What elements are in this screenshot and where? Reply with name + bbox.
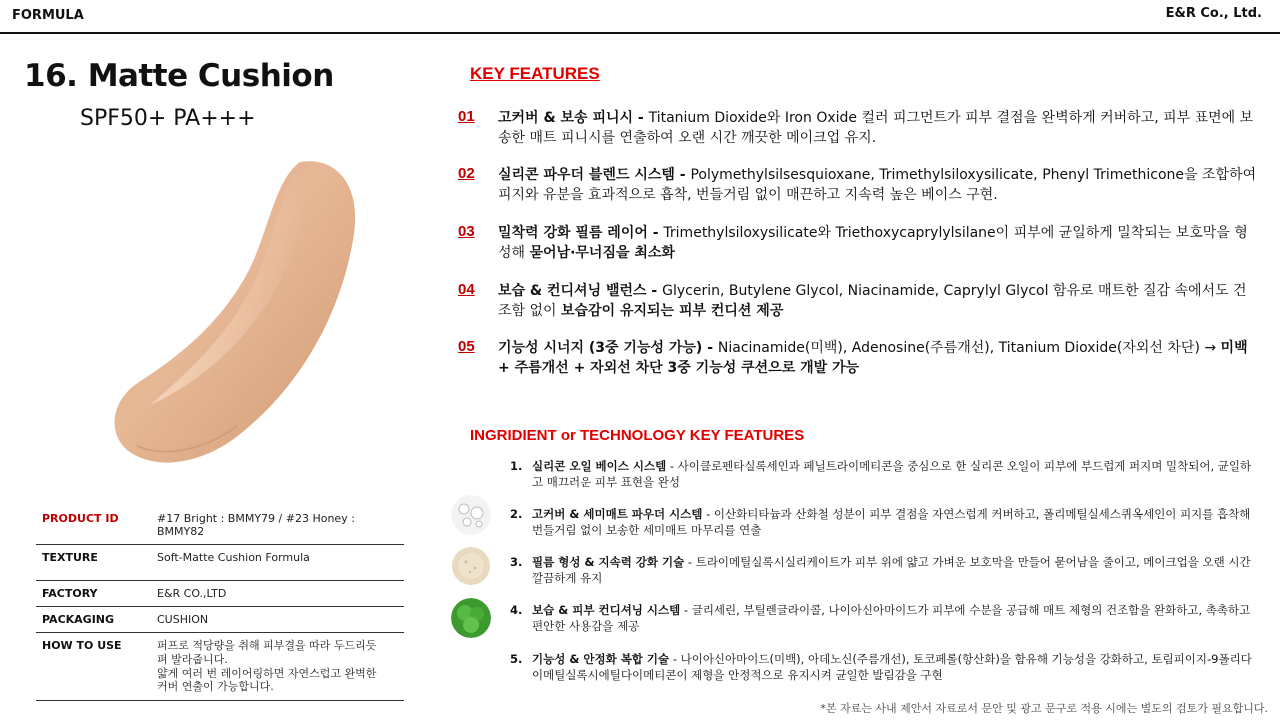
header-divider — [0, 32, 1280, 34]
ingredient-section-title: INGRIDIENT or TECHNOLOGY KEY FEATURES — [470, 427, 805, 444]
spec-table — [36, 506, 404, 701]
spec-row-factory — [36, 581, 404, 607]
ingredient-heading: 기능성 & 안정화 복합 기술 — [532, 652, 670, 666]
feature-body — [498, 338, 1258, 378]
herbal-leaf-icon — [451, 598, 491, 638]
spec-key: PRODUCT ID — [42, 512, 119, 525]
feature-body — [498, 165, 1258, 205]
spec-row-packaging — [36, 607, 404, 633]
feature-heading: 실리콘 파우더 블렌드 시스템 - — [498, 167, 691, 183]
ingredient-number: 3. — [510, 555, 523, 569]
ingredient-text — [532, 651, 1255, 683]
feature-body — [498, 108, 1258, 148]
ingredient-description: - 나이아신아마이드(미백), 아데노신(주름개선), 토코페롤(항산화)을 함유해 기능성을 강화하고, 토림피이지-9폴리다이메틸실록시에틸다이메티콘이 제형을 안정적으로 유지시켜 균일한 발림감을 구현 — [532, 652, 1252, 682]
ingredient-text — [532, 458, 1255, 490]
ingredient-heading: 필름 형성 & 지속력 강화 기술 — [532, 555, 685, 569]
how-to-use-line: 퍼프로 적당량을 취해 피부결을 따라 두드리듯 — [157, 639, 377, 652]
feature-text: Glycerin, Butylene Glycol, Niacinamide, Caprylyl Glycol 함유로 매트한 질감 속에서도 건조함 없이 — [498, 283, 1247, 319]
ingredient-description: - 사이클로펜타실록세인과 페닐트라이메티콘을 중심으로 한 실리콘 오일이 피부에 부드럽게 퍼지며 밀착되어, 균일하고 매끄러운 피부 표현을 완성 — [532, 459, 1252, 489]
powder-icon — [451, 546, 491, 586]
feature-emphasis: 보습감이 유지되는 피부 컨디션 제공 — [561, 303, 784, 319]
feature-heading: 고커버 & 보송 피니시 - — [498, 110, 649, 126]
ingredient-number: 5. — [510, 652, 523, 666]
feature-heading: 기능성 시너지 (3중 기능성 가능) - — [498, 340, 718, 356]
spec-key: TEXTURE — [42, 551, 98, 564]
ingredient-number: 1. — [510, 459, 523, 473]
feature-number: 05 — [458, 338, 475, 355]
disclaimer-footnote: *본 자료는 사내 제안서 자료로서 문안 및 광고 문구로 적용 시에는 별도의 검토가 필요합니다. — [820, 702, 1268, 715]
feature-text: Trimethylsiloxysilicate와 Triethoxycaprylylsilane이 피부에 균일하게 밀착되는 보호막을 형성해 — [498, 225, 1248, 261]
ingredient-description: - 글리세린, 부틸렌글라이콜, 나이아신아마이드가 피부에 수분을 공급해 매트 제형의 건조함을 완화하고, 촉촉하고 편안한 사용감을 제공 — [532, 603, 1251, 633]
how-to-use-line: 얇게 여러 번 레이어링하면 자연스럽고 완벽한 — [157, 666, 377, 680]
spec-value: E&R CO.,LTD — [157, 587, 227, 600]
product-subtitle: SPF50+ PA+++ — [80, 106, 256, 131]
feature-heading: 밀착력 강화 필름 레이어 - — [498, 225, 664, 241]
key-features-title: KEY FEATURES — [470, 64, 600, 83]
ingredient-number: 2. — [510, 507, 523, 521]
feature-emphasis: 미백 + 주름개선 + 자외선 차단 3중 기능성 쿠션으로 개발 가능 — [498, 340, 1248, 376]
feature-emphasis: 묻어남·무너짐을 최소화 — [529, 245, 675, 261]
feature-number: 04 — [458, 281, 475, 298]
spec-value: CUSHION — [157, 613, 209, 626]
feature-number: 01 — [458, 108, 475, 125]
feature-text: Titanium Dioxide와 Iron Oxide 컬러 피그먼트가 피부 결점을 완벽하게 커버하고, 피부 표면에 보송한 매트 피니시를 연출하여 오랜 시간 깨끗한 메이크업 유지. — [498, 110, 1254, 146]
spec-key: HOW TO USE — [42, 639, 122, 652]
ingredient-text — [532, 602, 1255, 634]
feature-heading: 보습 & 컨디셔닝 밸런스 - — [498, 283, 663, 299]
spec-key: FACTORY — [42, 587, 98, 600]
feature-number: 02 — [458, 165, 475, 182]
spec-value: Soft-Matte Cushion Formula — [157, 551, 310, 564]
ingredient-description: - 트라이메틸실록시실리케이트가 피부 위에 얇고 가벼운 보호막을 만들어 묻어남을 줄이고, 메이크업을 오랜 시간 깔끔하게 유지 — [532, 555, 1251, 585]
water-droplets-icon — [451, 495, 491, 535]
feature-body — [498, 281, 1258, 321]
product-title: 16. Matte Cushion — [24, 58, 334, 94]
spec-key: PACKAGING — [42, 613, 115, 626]
ingredient-text — [532, 554, 1255, 586]
feature-number: 03 — [458, 223, 475, 240]
feature-text: Niacinamide(미백), Adenosine(주름개선), Titanium Dioxide(자외선 차단) → — [717, 340, 1221, 356]
how-to-use-line: 커버 연출이 가능합니다. — [157, 680, 274, 694]
spec-row-how-to-use — [36, 633, 404, 701]
ingredient-number: 4. — [510, 603, 523, 617]
company-name: E&R Co., Ltd. — [1165, 6, 1262, 21]
ingredient-heading: 보습 & 피부 컨디셔닝 시스템 — [532, 603, 681, 617]
ingredient-text — [532, 506, 1255, 538]
how-to-use-line: 펴 발라줍니다. — [157, 652, 228, 666]
spec-row-texture — [36, 545, 404, 581]
header-label: FORMULA — [12, 8, 84, 23]
ingredient-heading: 실리콘 오일 베이스 시스템 — [532, 459, 667, 473]
feature-body — [498, 223, 1258, 263]
ingredient-heading: 고커버 & 세미매트 파우더 시스템 — [532, 507, 703, 521]
product-swatch-image — [105, 150, 375, 480]
spec-value — [151, 633, 404, 701]
spec-row-product-id — [36, 506, 404, 545]
spec-value: #17 Bright : BMMY79 / #23 Honey : BMMY82 — [157, 512, 355, 538]
feature-text: Polymethylsilsesquioxane, Trimethylsiloxysilicate, Phenyl Trimethicone을 조합하여 피지와 유분을 효과적으로 흡착, 번들거림 없이 매끈하고 지속력 높은 베이스 구현. — [498, 167, 1257, 203]
ingredient-description: - 이산화티타늄과 산화철 성분이 피부 결점을 자연스럽게 커버하고, 폴리메틸실세스퀴옥세인이 피지를 흡착해 번들거림 없이 보송한 세미매트 마무리를 연출 — [532, 507, 1251, 537]
